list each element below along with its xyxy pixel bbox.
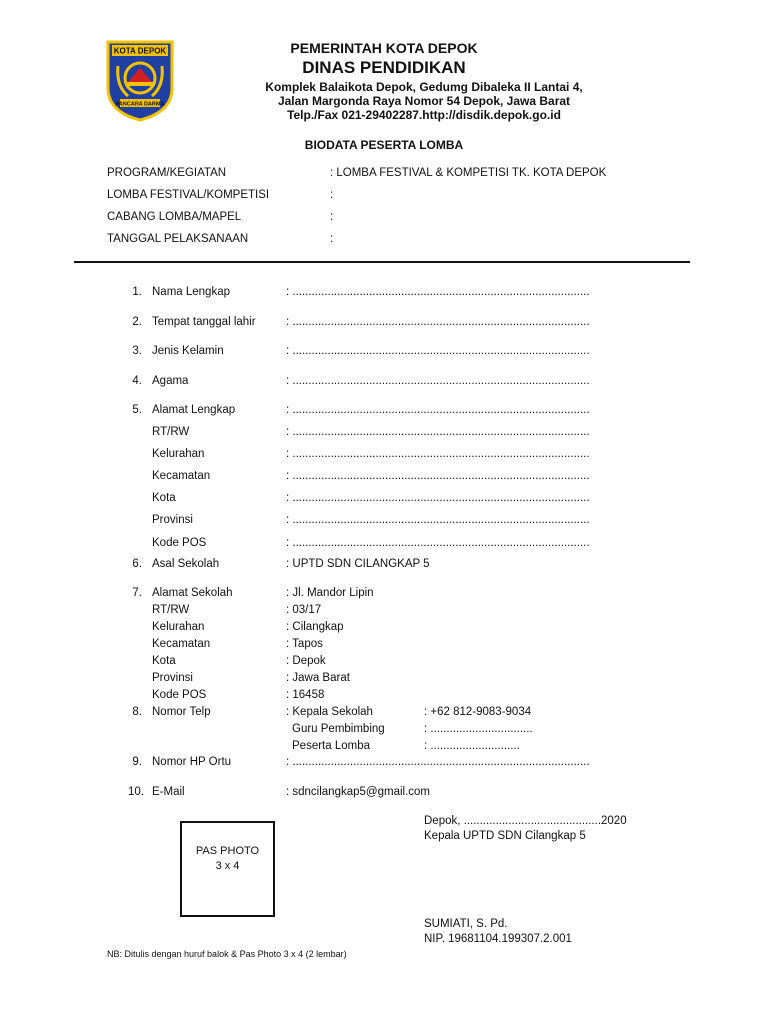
field-label: Asal Sekolah <box>152 558 220 570</box>
field-value: : ............................................................................................. <box>286 537 590 549</box>
address-line-2: Jalan Margonda Raya Nomor 54 Depok, Jawa Barat <box>277 94 571 108</box>
photo-size: 3 x 4 <box>215 860 240 872</box>
field-label: Alamat Sekolah <box>152 587 233 599</box>
field-number: 6. <box>132 558 142 570</box>
field-value: : ............................................................................................. <box>286 448 590 460</box>
cabang-label: CABANG LOMBA/MAPEL <box>107 211 242 223</box>
field-label: Provinsi <box>152 514 193 526</box>
field-value: : ............................................................................................. <box>286 345 590 357</box>
field-number: 3. <box>132 345 142 357</box>
phone-peserta-value: : ............................ <box>424 740 520 752</box>
field-value: : ............................................................................................. <box>286 514 590 526</box>
photo-label: PAS PHOTO <box>195 845 260 857</box>
field-number: 4. <box>132 375 142 387</box>
field-label: RT/RW <box>152 426 190 438</box>
tanggal-value: : <box>330 233 334 245</box>
field-label: Nomor HP Ortu <box>152 756 232 768</box>
pas-photo-box <box>180 821 275 917</box>
field-value: : ............................................................................................. <box>286 470 590 482</box>
field-label: Nama Lengkap <box>152 286 230 298</box>
field-value: : ............................................................................................. <box>286 375 590 387</box>
contact-line: Telp./Fax 021-29402287.http://disdik.depok.go.id <box>287 108 561 122</box>
field-label: Agama <box>152 375 189 387</box>
field-value: : Depok <box>286 655 326 667</box>
lomba-value: : <box>330 189 334 201</box>
phone-guru-label: Guru Pembimbing <box>292 723 385 735</box>
field-label: Tempat tanggal lahir <box>152 316 256 328</box>
field-value: : ............................................................................................. <box>286 756 590 768</box>
program-value: : LOMBA FESTIVAL & KOMPETISI TK. KOTA DEPOK <box>330 167 607 179</box>
field-label: Nomor Telp <box>152 706 211 718</box>
signature-nip: NIP. 19681104.199307.2.001 <box>424 933 572 945</box>
field-label: Jenis Kelamin <box>152 345 224 357</box>
field-value: : ............................................................................................. <box>286 286 590 298</box>
gov-name: PEMERINTAH KOTA DEPOK <box>290 40 478 56</box>
field-value: : ............................................................................................. <box>286 316 590 328</box>
doc-title: BIODATA PESERTA LOMBA <box>304 138 464 152</box>
field-label: Kelurahan <box>152 621 205 633</box>
field-value: : UPTD SDN CILANGKAP 5 <box>286 558 430 570</box>
logo-top-text: KOTA DEPOK <box>113 46 167 56</box>
signature-name: SUMIATI, S. Pd. <box>424 918 508 930</box>
field-value: : Jawa Barat <box>286 672 350 684</box>
field-label: Kode POS <box>152 537 207 549</box>
field-label: Kelurahan <box>152 448 205 460</box>
tanggal-label: TANGGAL PELAKSANAAN <box>107 233 249 245</box>
cabang-value: : <box>330 211 334 223</box>
field-number: 5. <box>132 404 142 416</box>
field-label: Kota <box>152 655 176 667</box>
footnote: NB: Ditulis dengan huruf balok & Pas Photo 3 x 4 (2 lembar) <box>107 949 347 959</box>
field-number: 7. <box>132 587 142 599</box>
field-label: Provinsi <box>152 672 193 684</box>
field-value: : 16458 <box>286 689 325 701</box>
field-value: : Kepala Sekolah <box>286 706 373 718</box>
phone-kepala-value: : +62 812-9083-9034 <box>424 706 532 718</box>
field-value: : Tapos <box>286 638 323 650</box>
dept-name: DINAS PENDIDIKAN <box>302 58 466 77</box>
signature-position: Kepala UPTD SDN Cilangkap 5 <box>424 830 586 842</box>
field-value: : Cilangkap <box>286 621 344 633</box>
field-number: 8. <box>132 706 142 718</box>
field-value: : 03/17 <box>286 604 322 616</box>
field-label: E-Mail <box>152 786 185 798</box>
field-value: : ............................................................................................. <box>286 426 590 438</box>
logo-motto: PANCARA DARMA <box>115 101 165 108</box>
field-label: Kecamatan <box>152 638 211 650</box>
field-label: RT/RW <box>152 604 190 616</box>
field-value: : sdncilangkap5@gmail.com <box>286 786 430 798</box>
signature-place-date: Depok, ...........................................2020 <box>424 815 627 827</box>
divider <box>74 261 690 263</box>
field-number: 9. <box>132 756 142 768</box>
field-label: Kode POS <box>152 689 207 701</box>
field-value: : Jl. Mandor Lipin <box>286 587 374 599</box>
address-line-1: Komplek Balaikota Depok, Gedumg Dibaleka II Lantai 4, <box>265 80 583 94</box>
program-label: PROGRAM/KEGIATAN <box>107 167 227 179</box>
phone-peserta-label: Peserta Lomba <box>292 740 370 752</box>
field-value: : ............................................................................................. <box>286 404 590 416</box>
field-number: 1. <box>132 286 142 298</box>
field-value: : ............................................................................................. <box>286 492 590 504</box>
field-number: 2. <box>132 316 142 328</box>
field-label: Kecamatan <box>152 470 211 482</box>
lomba-label: LOMBA FESTIVAL/KOMPETISI <box>107 189 270 201</box>
phone-guru-value: : ................................ <box>424 723 533 735</box>
field-label: Kota <box>152 492 176 504</box>
field-label: Alamat Lengkap <box>152 404 236 416</box>
field-number: 10. <box>128 786 144 798</box>
